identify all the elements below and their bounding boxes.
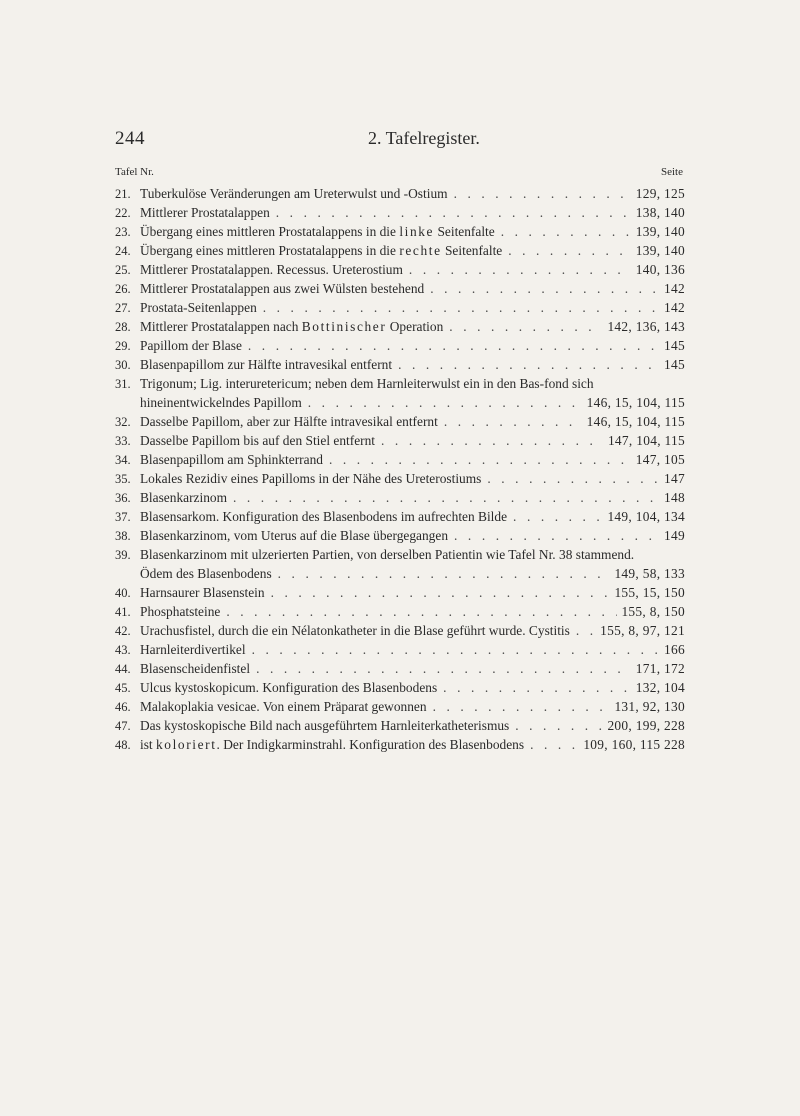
entry-title: Blasenscheidenfistel [140, 661, 251, 676]
leader-dots [424, 279, 660, 298]
page-references: 147 [664, 471, 685, 486]
entry-line [115, 184, 685, 203]
plate-number: 38. [115, 529, 131, 543]
index-entry [115, 735, 685, 754]
entry-line [115, 659, 685, 678]
leader-dots [257, 298, 660, 317]
entry-line [115, 735, 685, 754]
plate-number: 29. [115, 339, 131, 353]
entry-title: Tuberkulöse Veränderungen am Ureterwulst und -Ostium [140, 186, 448, 201]
leader-dots [265, 583, 611, 602]
index-entry [115, 545, 685, 583]
entry-line [115, 317, 685, 336]
entry-title: Übergang eines mittleren Prostatalappens in die rechte Seitenfalte [140, 243, 503, 258]
entry-title: Harnleiterdivertikel [140, 642, 246, 657]
plate-number: 21. [115, 187, 131, 201]
page-references: 142, 136, 143 [607, 319, 685, 334]
entry-line [115, 621, 685, 640]
plate-number: 31. [115, 377, 131, 391]
page-references: 131, 92, 130 [614, 699, 685, 714]
leader-dots [242, 336, 660, 355]
plate-number: 22. [115, 206, 131, 220]
page-references: 142 [664, 300, 685, 315]
entry-title: Blasensarkom. Konfiguration des Blasenbodens im aufrechten Bilde [140, 509, 508, 524]
leader-dots [250, 659, 632, 678]
entry-line [115, 678, 685, 697]
column-header-plate-number: Tafel Nr. [115, 166, 154, 178]
page-references: 139, 140 [635, 224, 685, 239]
entry-line [115, 374, 685, 393]
plate-number: 23. [115, 225, 131, 239]
emphasized-text: linke [399, 224, 435, 239]
plate-number: 25. [115, 263, 131, 277]
index-entry [115, 431, 685, 450]
leader-dots [227, 488, 660, 507]
entry-line [115, 602, 685, 621]
leader-dots [570, 621, 596, 640]
entry-line [115, 716, 685, 735]
page-references: 147, 104, 115 [607, 433, 685, 448]
entry-line [115, 336, 685, 355]
entry-line [115, 583, 685, 602]
page-references: 140, 136 [635, 262, 685, 277]
entry-line [115, 431, 685, 450]
entry-line [115, 507, 685, 526]
index-entry [115, 374, 685, 412]
leader-dots [509, 716, 603, 735]
index-entry [115, 241, 685, 260]
index-entry [115, 716, 685, 735]
page-references: 142 [664, 281, 685, 296]
entry-title: Blasenkarzinom, vom Uterus auf die Blase übergegangen [140, 528, 449, 543]
leader-dots [448, 184, 632, 203]
plate-number: 47. [115, 719, 131, 733]
index-entry [115, 526, 685, 545]
page-references: 149 [664, 528, 685, 543]
plate-number: 35. [115, 472, 131, 486]
index-entry [115, 583, 685, 602]
entry-title: Dasselbe Papillom bis auf den Stiel entfernt [140, 433, 376, 448]
leader-dots [220, 602, 617, 621]
plate-number: 45. [115, 681, 131, 695]
column-header-page: Seite [661, 166, 683, 178]
plate-number: 32. [115, 415, 131, 429]
index-entry [115, 469, 685, 488]
plate-number: 26. [115, 282, 131, 296]
plate-number: 44. [115, 662, 131, 676]
index-entry [115, 450, 685, 469]
index-entry [115, 640, 685, 659]
page-references: 109, 160, 115 228 [583, 737, 685, 752]
index-entry [115, 298, 685, 317]
plate-number: 37. [115, 510, 131, 524]
index-entry [115, 260, 685, 279]
entry-line [115, 355, 685, 374]
index-entry [115, 336, 685, 355]
page-references: 146, 15, 104, 115 [586, 414, 685, 429]
page-references: 147, 105 [635, 452, 685, 467]
page-number: 244 [115, 128, 145, 149]
leader-dots [323, 450, 632, 469]
column-headers [115, 166, 685, 180]
entry-title: Mittlerer Prostatalappen aus zwei Wülsten bestehend [140, 281, 425, 296]
leader-dots [495, 222, 632, 241]
entry-title: Blasenpapillom zur Hälfte intravesikal entfernt [140, 357, 393, 372]
leader-dots [437, 678, 632, 697]
entry-title: ist koloriert. Der Indigkarminstrahl. Konfiguration des Blasenbodens [140, 737, 525, 752]
entry-title: Blasenpapillom am Sphinkterrand [140, 452, 323, 467]
plate-number: 24. [115, 244, 131, 258]
page-references: 155, 8, 150 [621, 604, 685, 619]
plate-number: 27. [115, 301, 131, 315]
index-entry [115, 507, 685, 526]
entry-title: Dasselbe Papillom, aber zur Hälfte intravesikal entfernt [140, 414, 438, 429]
entry-title: Urachusfistel, durch die ein Nélatonkatheter in die Blase geführt wurde. Cystitis [140, 623, 570, 638]
plate-number: 46. [115, 700, 131, 714]
page-references: 155, 15, 150 [614, 585, 685, 600]
plate-number: 39. [115, 548, 131, 562]
page-references: 149, 104, 134 [607, 509, 685, 524]
entry-title: Trigonum; Lig. interuretericum; neben dem Harnleiterwulst ein in den Bas-fond sich [140, 376, 594, 391]
page-references: 166 [664, 642, 685, 657]
page-header [115, 128, 685, 152]
leader-dots [481, 469, 660, 488]
entry-title: Malakoplakia vesicae. Von einem Präparat gewonnen [140, 699, 427, 714]
emphasized-text: koloriert [156, 737, 217, 752]
entry-line [115, 526, 685, 545]
index-entry [115, 203, 685, 222]
entry-line [115, 241, 685, 260]
index-entry [115, 317, 685, 336]
leader-dots [302, 393, 583, 412]
plate-number: 43. [115, 643, 131, 657]
plate-number: 48. [115, 738, 131, 752]
leader-dots [272, 564, 611, 583]
page-references: 132, 104 [635, 680, 685, 695]
entry-continuation-line [115, 564, 685, 583]
page-references: 138, 140 [635, 205, 685, 220]
index-entry [115, 279, 685, 298]
emphasized-text: Bottinischer [301, 319, 387, 334]
entry-title: Lokales Rezidiv eines Papilloms in der Nähe des Ureterostiums [140, 471, 482, 486]
entry-title: Das kystoskopische Bild nach ausgeführtem Harnleiterkatheterismus [140, 718, 510, 733]
plate-number: 42. [115, 624, 131, 638]
plate-number: 34. [115, 453, 131, 467]
entry-title: Harnsaurer Blasenstein [140, 585, 265, 600]
index-entry [115, 621, 685, 640]
plate-number: 33. [115, 434, 131, 448]
index-entry [115, 184, 685, 203]
running-title: 2. Tafelregister. [368, 128, 480, 148]
entry-line [115, 298, 685, 317]
index-entry [115, 488, 685, 507]
entry-line [115, 222, 685, 241]
entry-title: Mittlerer Prostatalappen. Recessus. Ureterostium [140, 262, 403, 277]
entry-continuation-line [115, 393, 685, 412]
entry-title: Phosphatsteine [140, 604, 221, 619]
leader-dots [392, 355, 660, 374]
page-references: 146, 15, 104, 115 [586, 395, 685, 410]
entry-title: Prostata-Seitenlappen [140, 300, 257, 315]
plate-number: 36. [115, 491, 131, 505]
entry-line [115, 469, 685, 488]
entry-title: Mittlerer Prostatalappen nach Bottinischer Operation [140, 319, 444, 334]
entry-line [115, 488, 685, 507]
entry-line [115, 640, 685, 659]
page-references: 171, 172 [635, 661, 685, 676]
leader-dots [375, 431, 604, 450]
entry-line [115, 279, 685, 298]
leader-dots [403, 260, 632, 279]
entry-line [115, 260, 685, 279]
leader-dots [448, 526, 660, 545]
index-entry [115, 412, 685, 431]
leader-dots [443, 317, 603, 336]
entry-line [115, 203, 685, 222]
index-entry [115, 678, 685, 697]
leader-dots [427, 697, 611, 716]
plate-index-list [115, 184, 685, 754]
entry-title: Blasenkarzinom [140, 490, 228, 505]
leader-dots [502, 241, 631, 260]
entry-line [115, 412, 685, 431]
page-references: 148 [664, 490, 685, 505]
entry-line [115, 545, 685, 564]
entry-title: Papillom der Blase [140, 338, 242, 353]
plate-number: 28. [115, 320, 131, 334]
entry-title-continuation: hineinentwickelndes Papillom [140, 395, 302, 410]
page-references: 139, 140 [635, 243, 685, 258]
entry-title: Übergang eines mittleren Prostatalappens in die linke Seitenfalte [140, 224, 495, 239]
leader-dots [524, 735, 579, 754]
page-references: 145 [664, 338, 685, 353]
entry-title: Ulcus kystoskopicum. Konfiguration des Blasenbodens [140, 680, 438, 695]
leader-dots [246, 640, 660, 659]
entry-line [115, 450, 685, 469]
entry-title: Blasenkarzinom mit ulzerierten Partien, von derselben Patientin wie Tafel Nr. 38 stammend. [140, 547, 635, 562]
index-entry [115, 355, 685, 374]
entry-title: Mittlerer Prostatalappen [140, 205, 270, 220]
entry-line [115, 697, 685, 716]
page-references: 155, 8, 97, 121 [600, 623, 685, 638]
page-references: 200, 199, 228 [607, 718, 685, 733]
page-references: 149, 58, 133 [614, 566, 685, 581]
index-entry [115, 659, 685, 678]
plate-number: 40. [115, 586, 131, 600]
index-entry [115, 697, 685, 716]
index-entry [115, 602, 685, 621]
leader-dots [507, 507, 603, 526]
leader-dots [438, 412, 583, 431]
leader-dots [270, 203, 632, 222]
plate-number: 41. [115, 605, 131, 619]
plate-number: 30. [115, 358, 131, 372]
page-references: 145 [664, 357, 685, 372]
index-entry [115, 222, 685, 241]
entry-title-continuation: Ödem des Blasenbodens [140, 566, 272, 581]
emphasized-text: rechte [399, 243, 442, 258]
page-references: 129, 125 [635, 186, 685, 201]
